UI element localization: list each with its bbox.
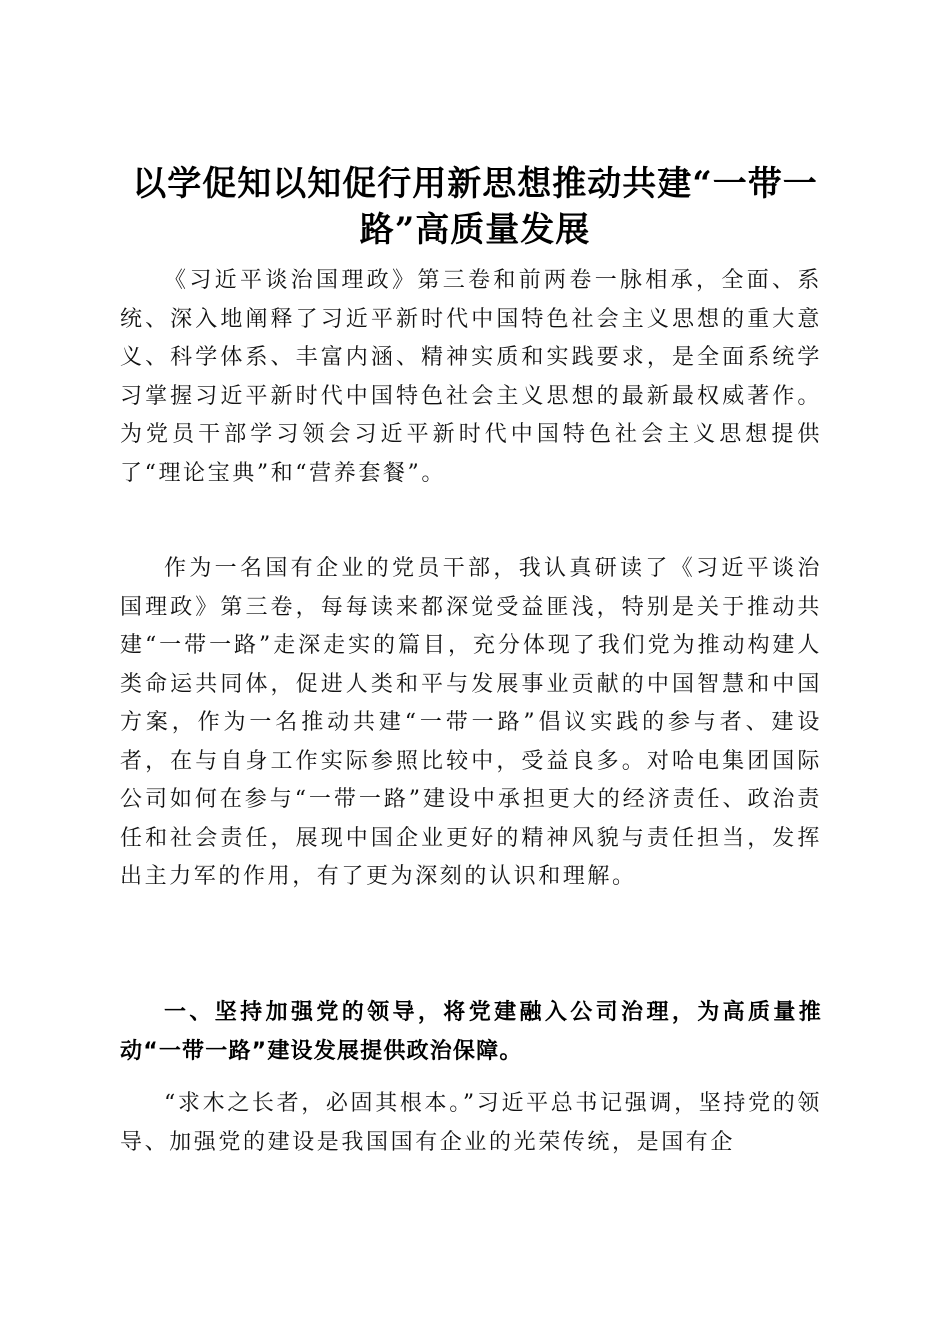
section-heading: 一、坚持加强党的领导，将党建融入公司治理，为高质量推动“一带一路”建设发展提供政治保障。 xyxy=(120,1000,822,1064)
intro-paragraph: 《习近平谈治国理政》第三卷和前两卷一脉相承，全面、系统、深入地阐释了习近平新时代中国特色社会主义思想的重大意义、科学体系、丰富内涵、精神实质和实践要求，是全面系统学习掌握习近平新时代中国特色社会主义思想的最新最权威著作。为党员干部学习领会习近平新时代中国特色社会主义思想提供了“理论宝典”和“营养套餐”。 xyxy=(120,268,822,486)
reflection-paragraph: 作为一名国有企业的党员干部，我认真研读了《习近平谈治国理政》第三卷，每每读来都深觉受益匪浅，特别是关于推动共建“一带一路”走深走实的篇目，充分体现了我们党为推动构建人类命运共同体，促进人类和平与发展事业贡献的中国智慧和中国方案，作为一名推动共建“一带一路”倡议实践的参与者、建设者，在与自身工作实际参照比较中，受益良多。对哈电集团国际公司如何在参与“一带一路”建设中承担更大的经济责任、政治责任和社会责任，展现中国企业更好的精神风貌与责任担当，发挥出主力军的作用，有了更为深刻的认识和理解。 xyxy=(120,556,822,889)
document-title: 以学促知以知促行用新思想推动共建“一带一路”高质量发展 xyxy=(132,163,818,250)
section-paragraph: “求木之长者，必固其根本。”习近平总书记强调，坚持党的领导、加强党的建设是我国国有企业的光荣传统，是国有企 xyxy=(120,1091,822,1155)
